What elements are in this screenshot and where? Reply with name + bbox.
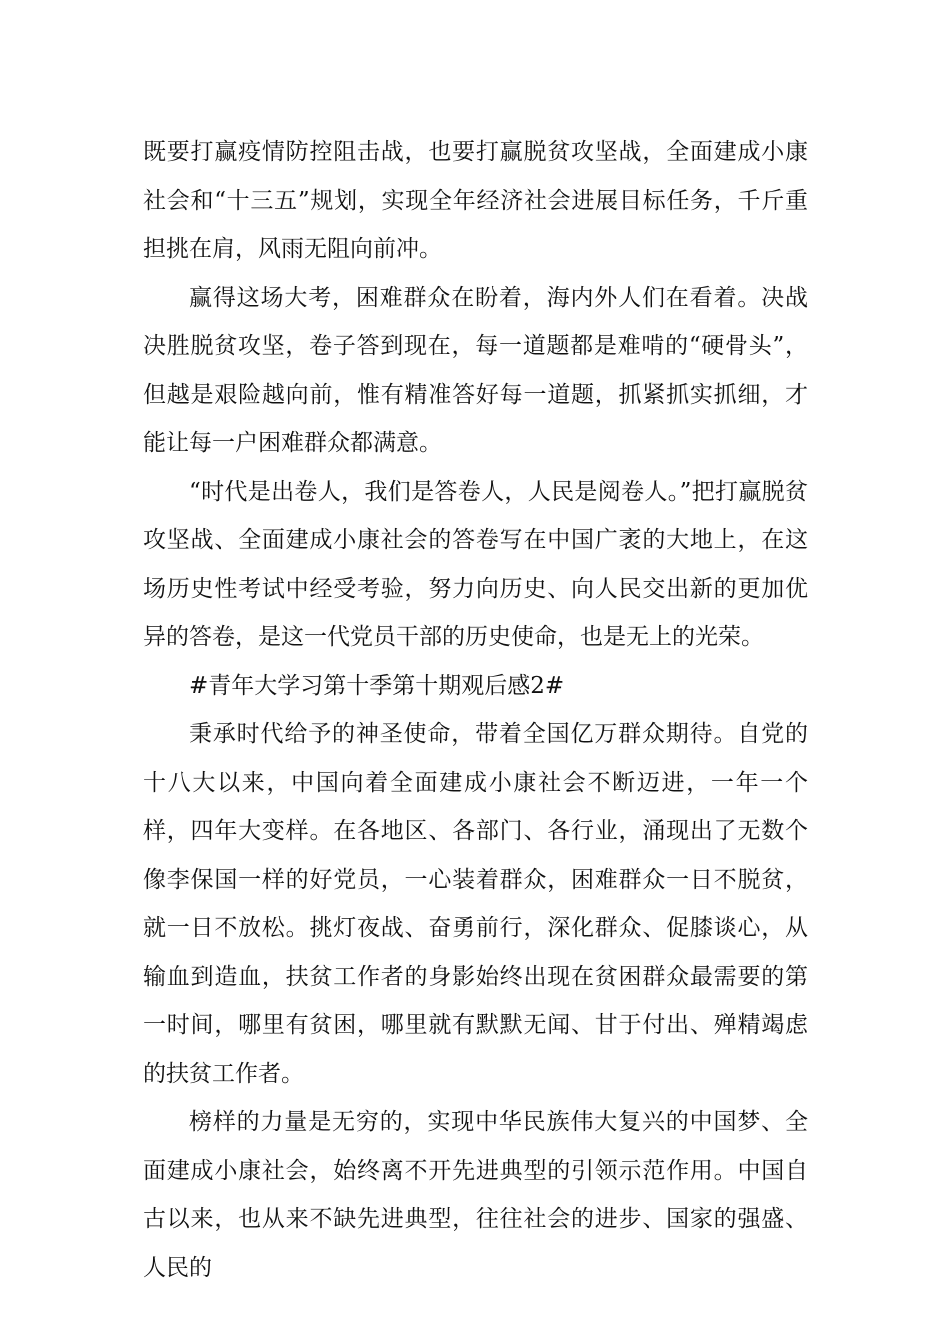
section-heading: #青年大学习第十季第十期观后感2# xyxy=(189,672,565,699)
paragraph: “时代是出卷人，我们是答卷人，人民是阅卷人。”把打赢脱贫攻坚战、全面建成小康社会的答卷写在中国广袤的大地上，在这场历史性考试中经受考验，努力向历史、向人民交出新的更加优异的答卷，是这一代党员干部的历史使命，也是无上的光荣。 xyxy=(143,478,808,650)
paragraph: 赢得这场大考，困难群众在盼着，海内外人们在看着。决战决胜脱贫攻坚，卷子答到现在，每一道题都是难啃的“硬骨头”，但越是艰险越向前，惟有精准答好每一道题，抓紧抓实抓细，才能让每一户困难群众都满意。 xyxy=(143,284,808,456)
paragraph: 榜样的力量是无穷的，实现中华民族伟大复兴的中国梦、全面建成小康社会，始终离不开先进典型的引领示范作用。中国自古以来，也从来不缺先进典型，往往社会的进步、国家的强盛、人民的 xyxy=(143,1109,808,1281)
document-body xyxy=(143,128,808,1292)
paragraph-continuation: 既要打赢疫情防控阻击战，也要打赢脱贫攻坚战，全面建成小康社会和“十三五”规划，实现全年经济社会进展目标任务，千斤重担挑在肩，风雨无阻向前冲。 xyxy=(143,139,808,262)
paragraph: 秉承时代给予的神圣使命，带着全国亿万群众期待。自党的十八大以来，中国向着全面建成小康社会不断迈进，一年一个样，四年大变样。在各地区、各部门、各行业，涌现出了无数个像李保国一样的好党员，一心装着群众，困难群众一日不脱贫，就一日不放松。挑灯夜战、奋勇前行，深化群众、促膝谈心，从输血到造血，扶贫工作者的身影始终出现在贫困群众最需要的第一时间，哪里有贫困，哪里就有默默无闻、甘于付出、殚精竭虑的扶贫工作者。 xyxy=(143,721,808,1087)
